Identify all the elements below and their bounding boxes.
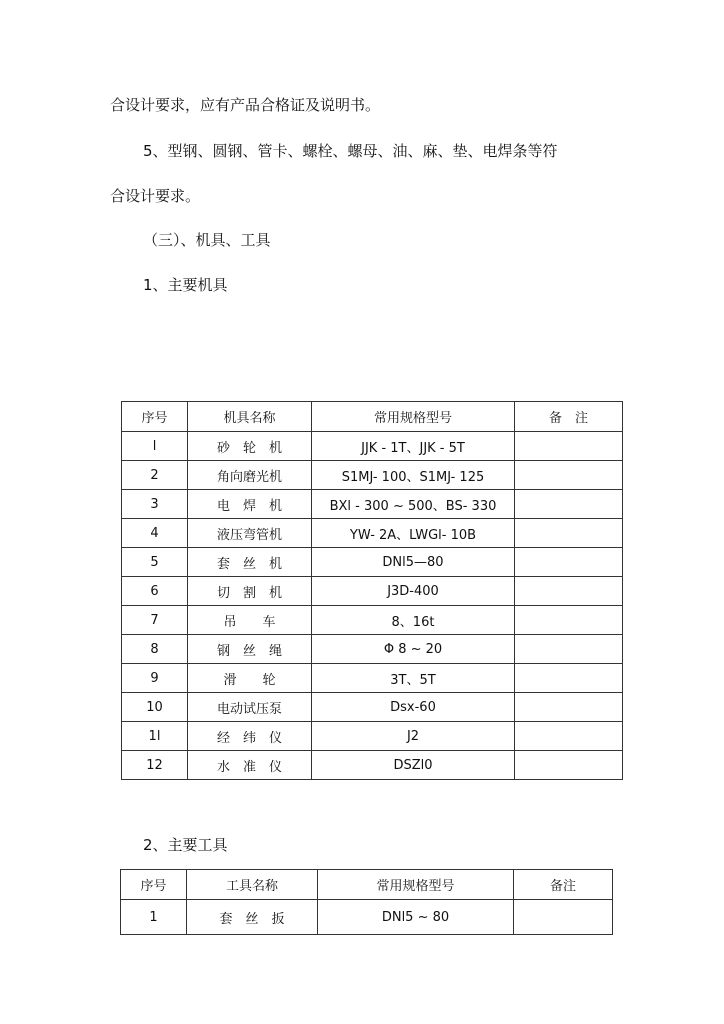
table-row bbox=[122, 490, 623, 519]
cell-number: 2 bbox=[122, 461, 188, 490]
cell-spec: JJK - 1T、JJK - 5T bbox=[312, 432, 515, 461]
cell-number: l bbox=[122, 432, 188, 461]
cell-remark bbox=[515, 461, 623, 490]
paragraph-line-2: 5、型钢、圆钢、管卡、螺栓、螺母、油、麻、垫、电焊条等符 bbox=[143, 142, 558, 160]
cell-remark bbox=[515, 693, 623, 722]
column-header-name: 工具名称 bbox=[187, 870, 318, 900]
cell-spec: S1MJ- 100、S1MJ- 125 bbox=[312, 461, 515, 490]
table-row bbox=[122, 722, 623, 751]
cell-spec: DSZl0 bbox=[312, 751, 515, 780]
table-row bbox=[122, 606, 623, 635]
table-row bbox=[122, 577, 623, 606]
table-row bbox=[122, 751, 623, 780]
cell-remark bbox=[515, 432, 623, 461]
column-header-spec: 常用规格型号 bbox=[312, 402, 515, 432]
cell-spec: 8、16t bbox=[312, 606, 515, 635]
machines-table bbox=[121, 401, 623, 780]
column-header-remark: 备 注 bbox=[515, 402, 623, 432]
cell-spec: YW- 2A、LWGl- 10B bbox=[312, 519, 515, 548]
section-heading: （三）、机具、工具 bbox=[143, 231, 271, 249]
cell-number: 1 bbox=[121, 900, 187, 935]
cell-name: 电 焊 机 bbox=[188, 490, 312, 519]
cell-remark bbox=[515, 664, 623, 693]
cell-name: 吊 车 bbox=[188, 606, 312, 635]
cell-number: 4 bbox=[122, 519, 188, 548]
cell-name: 水 准 仪 bbox=[188, 751, 312, 780]
cell-spec: BXl - 300 ~ 500、BS- 330 bbox=[312, 490, 515, 519]
cell-number: 8 bbox=[122, 635, 188, 664]
cell-name: 套 丝 扳 bbox=[187, 900, 318, 935]
cell-name: 滑 轮 bbox=[188, 664, 312, 693]
cell-number: 7 bbox=[122, 606, 188, 635]
cell-name: 套 丝 机 bbox=[188, 548, 312, 577]
cell-remark bbox=[515, 519, 623, 548]
cell-number: 9 bbox=[122, 664, 188, 693]
cell-number: 3 bbox=[122, 490, 188, 519]
cell-spec: DNl5—80 bbox=[312, 548, 515, 577]
subsection-heading-tools: 2、主要工具 bbox=[143, 836, 228, 854]
cell-spec: J3D-400 bbox=[312, 577, 515, 606]
cell-name: 砂 轮 机 bbox=[188, 432, 312, 461]
cell-number: 1l bbox=[122, 722, 188, 751]
table-row bbox=[122, 693, 623, 722]
subsection-heading-machines: 1、主要机具 bbox=[143, 276, 228, 294]
column-header-remark: 备注 bbox=[514, 870, 613, 900]
column-header-spec: 常用规格型号 bbox=[318, 870, 514, 900]
cell-remark bbox=[515, 722, 623, 751]
cell-remark bbox=[515, 577, 623, 606]
tools-table bbox=[120, 869, 613, 935]
table-header-row bbox=[122, 402, 623, 432]
cell-name: 电动试压泵 bbox=[188, 693, 312, 722]
cell-remark bbox=[515, 635, 623, 664]
cell-number: 5 bbox=[122, 548, 188, 577]
column-header-number: 序号 bbox=[122, 402, 188, 432]
cell-name: 切 割 机 bbox=[188, 577, 312, 606]
cell-name: 钢 丝 绳 bbox=[188, 635, 312, 664]
cell-spec: DNl5 ~ 80 bbox=[318, 900, 514, 935]
cell-number: 6 bbox=[122, 577, 188, 606]
table-row bbox=[122, 548, 623, 577]
table-row bbox=[121, 900, 613, 935]
cell-spec: Φ 8 ~ 20 bbox=[312, 635, 515, 664]
cell-remark bbox=[515, 606, 623, 635]
column-header-number: 序号 bbox=[121, 870, 187, 900]
column-header-name: 机具名称 bbox=[188, 402, 312, 432]
cell-spec: Dsx-60 bbox=[312, 693, 515, 722]
table-row bbox=[122, 519, 623, 548]
cell-name: 角向磨光机 bbox=[188, 461, 312, 490]
table-row bbox=[122, 461, 623, 490]
cell-spec: J2 bbox=[312, 722, 515, 751]
cell-remark bbox=[514, 900, 613, 935]
table-row bbox=[122, 635, 623, 664]
paragraph-line-1: 合设计要求，应有产品合格证及说明书。 bbox=[110, 96, 381, 114]
cell-name: 液压弯管机 bbox=[188, 519, 312, 548]
cell-number: 12 bbox=[122, 751, 188, 780]
table-row bbox=[122, 432, 623, 461]
table-row bbox=[122, 664, 623, 693]
cell-name: 经 纬 仪 bbox=[188, 722, 312, 751]
table-header-row bbox=[121, 870, 613, 900]
cell-remark bbox=[515, 490, 623, 519]
cell-remark bbox=[515, 751, 623, 780]
cell-remark bbox=[515, 548, 623, 577]
cell-spec: 3T、5T bbox=[312, 664, 515, 693]
cell-number: 10 bbox=[122, 693, 188, 722]
paragraph-line-3: 合设计要求。 bbox=[110, 187, 201, 205]
